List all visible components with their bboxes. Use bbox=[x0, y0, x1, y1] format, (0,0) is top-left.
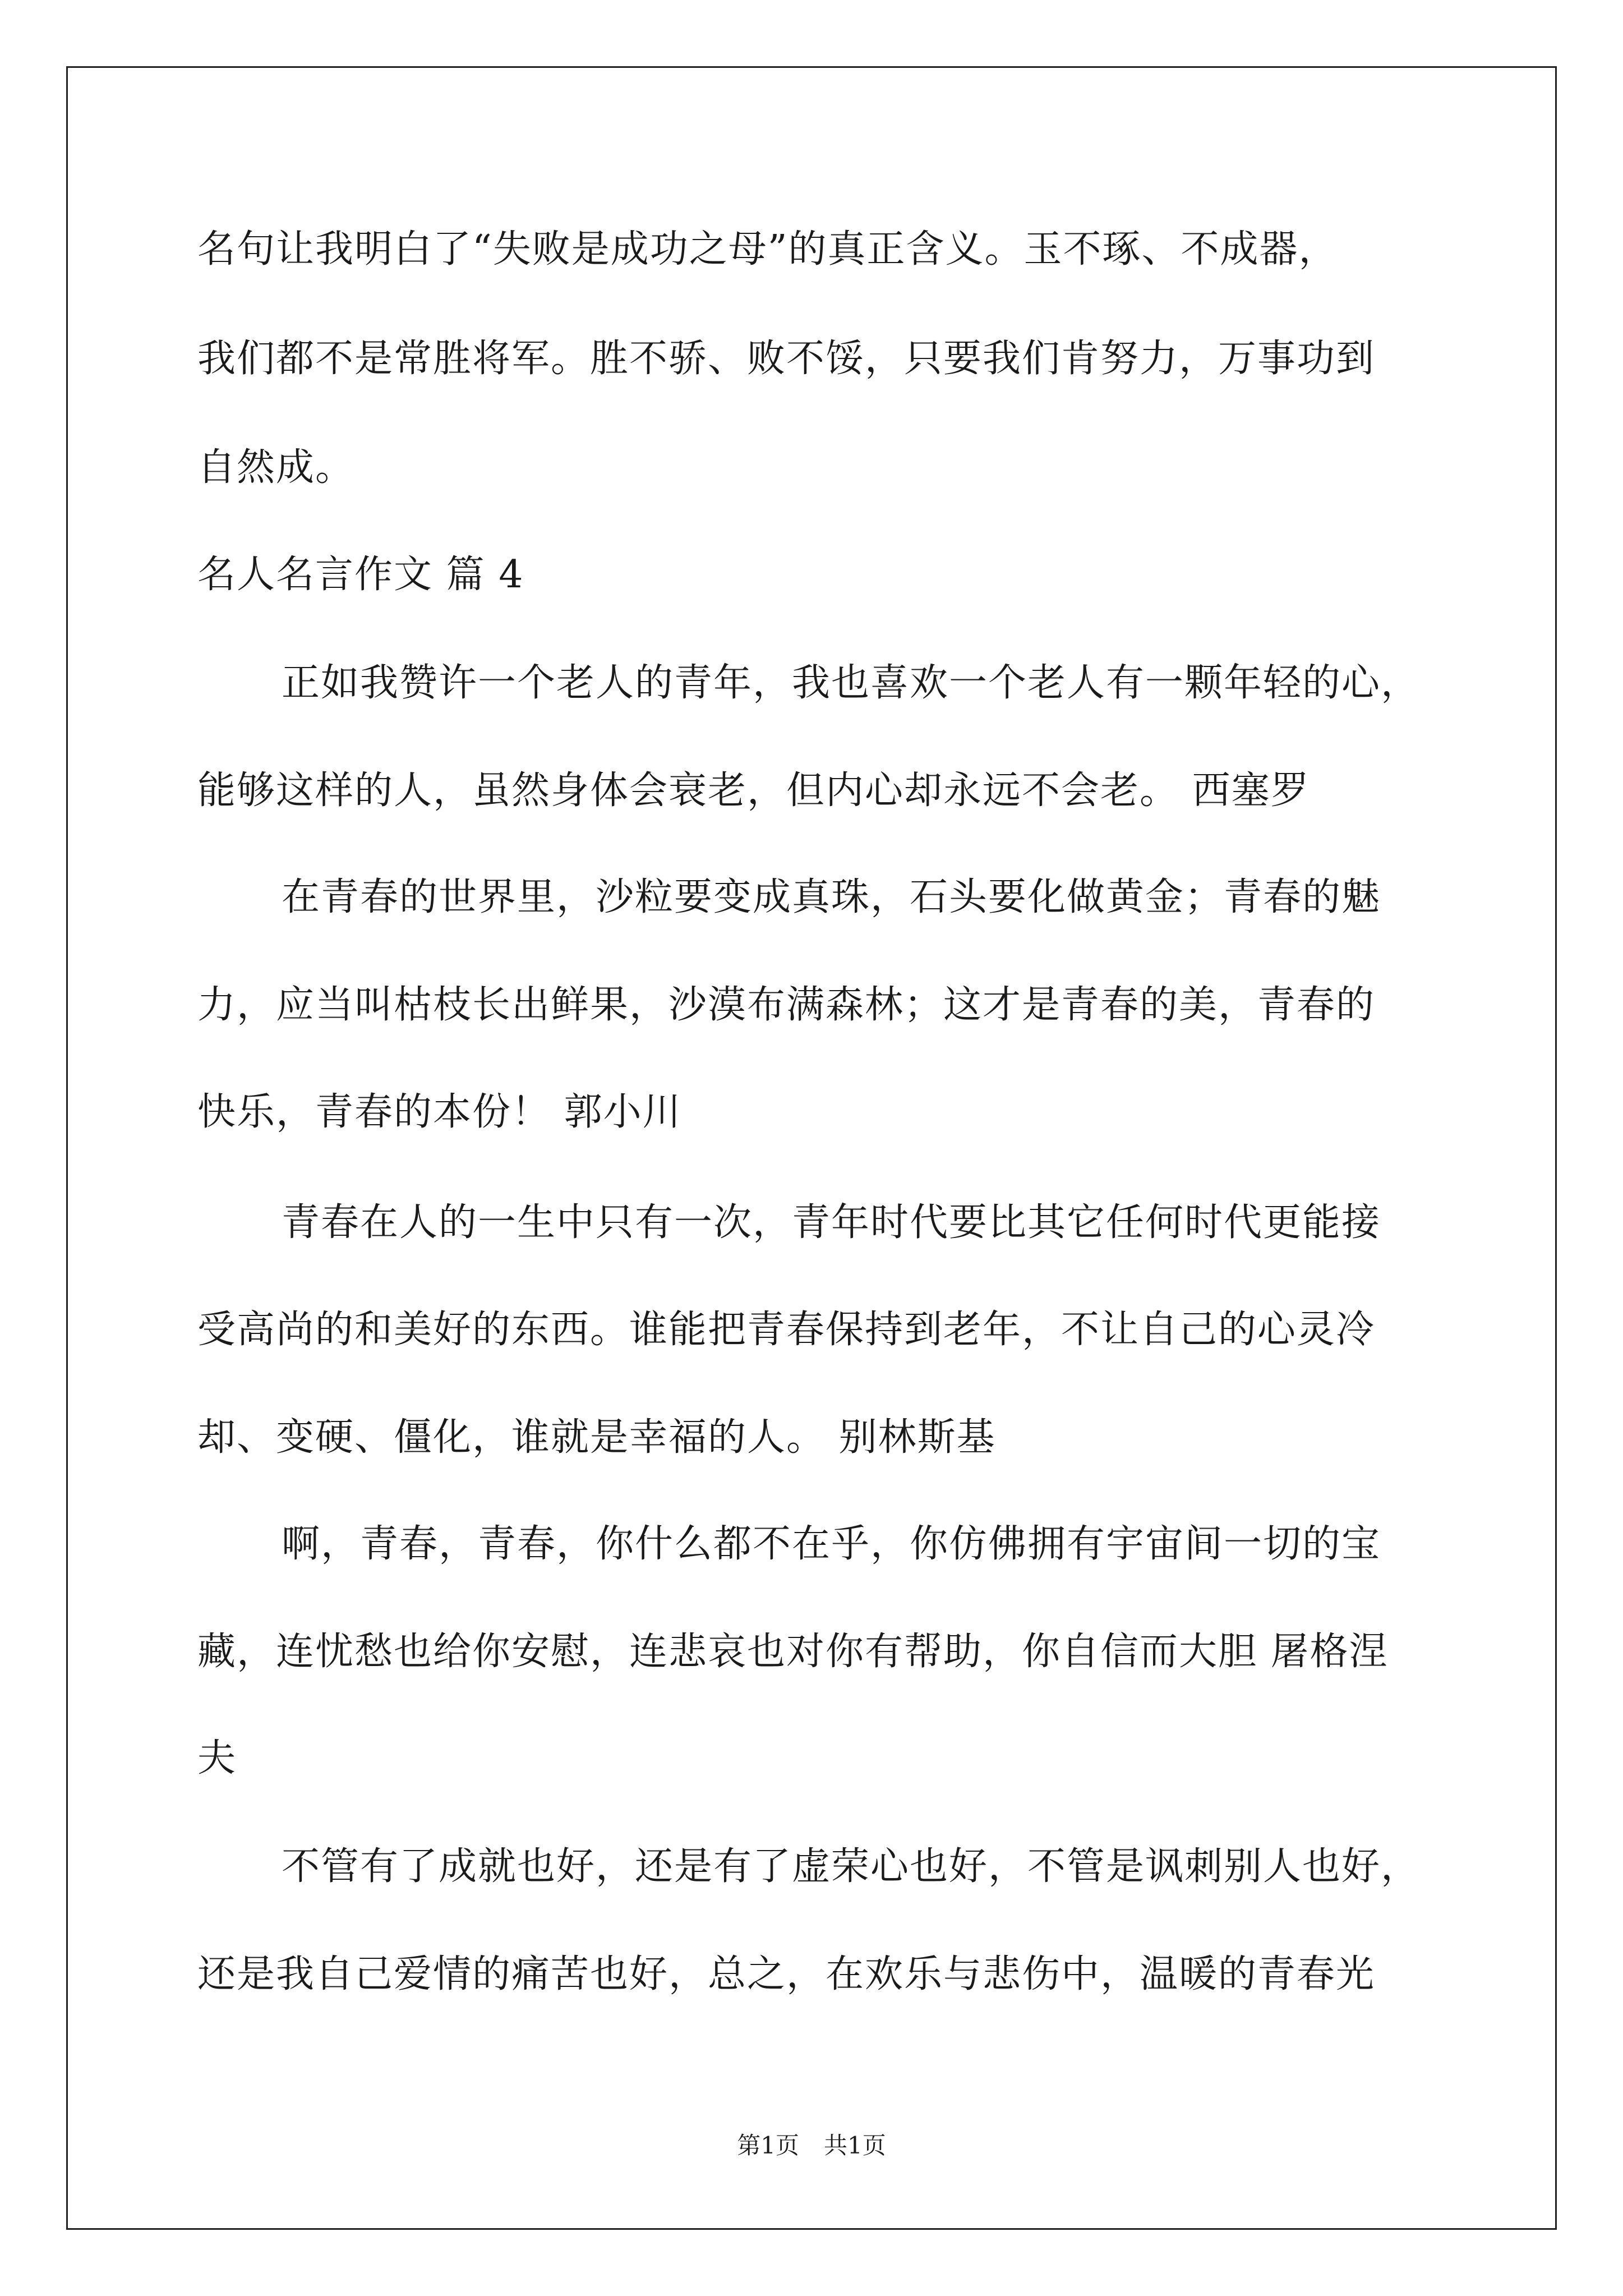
text-line: 藏，连忧愁也给你安慰，连悲哀也对你有帮助，你自信而大胆 屠格涅 bbox=[197, 1630, 1389, 1674]
text-line: 力，应当叫枯枝长出鲜果，沙漠布满森林；这才是青春的美，青春的 bbox=[197, 983, 1376, 1027]
text-line: 能够这样的人，虽然身体会衰老，但内心却永远不会老。 西塞罗 bbox=[197, 769, 1310, 813]
text-line: 受高尚的和美好的东西。谁能把青春保持到老年，不让自己的心灵冷 bbox=[197, 1308, 1376, 1352]
section-heading: 名人名言作文 篇 4 bbox=[197, 553, 524, 597]
text-line: 在青春的世界里，沙粒要变成真珠，石头要化做黄金；青春的魅 bbox=[282, 875, 1381, 919]
text-line: 啊，青春，青春，你什么都不在乎，你仿佛拥有宇宙间一切的宝 bbox=[282, 1522, 1381, 1566]
text-line: 却、变硬、僵化，谁就是幸福的人。 别林斯基 bbox=[197, 1415, 996, 1460]
page-total: 共1页 bbox=[824, 2132, 886, 2159]
text-line: 我们都不是常胜将军。胜不骄、败不馁，只要我们肯努力，万事功到 bbox=[197, 337, 1376, 381]
page-frame bbox=[66, 66, 1557, 2230]
page-number: 第1页 bbox=[737, 2132, 799, 2159]
text-line: 自然成。 bbox=[197, 445, 355, 490]
text-line: 不管有了成就也好，还是有了虚荣心也好，不管是讽刺别人也好， bbox=[282, 1844, 1421, 1889]
text-line: 青春在人的一生中只有一次，青年时代要比其它任何时代更能接 bbox=[282, 1200, 1381, 1245]
text-line: 名句让我明白了“失败是成功之母”的真正含义。玉不琢、不成器， bbox=[197, 227, 1338, 272]
text-line: 还是我自己爱情的痛苦也好，总之，在欢乐与悲伤中，温暖的青春光 bbox=[197, 1952, 1376, 1996]
text-line: 夫 bbox=[197, 1736, 237, 1780]
text-line: 正如我赞许一个老人的青年，我也喜欢一个老人有一颗年轻的心， bbox=[282, 661, 1421, 705]
text-line: 快乐，青春的本份！ 郭小川 bbox=[197, 1090, 682, 1134]
page-footer bbox=[0, 2132, 1623, 2160]
